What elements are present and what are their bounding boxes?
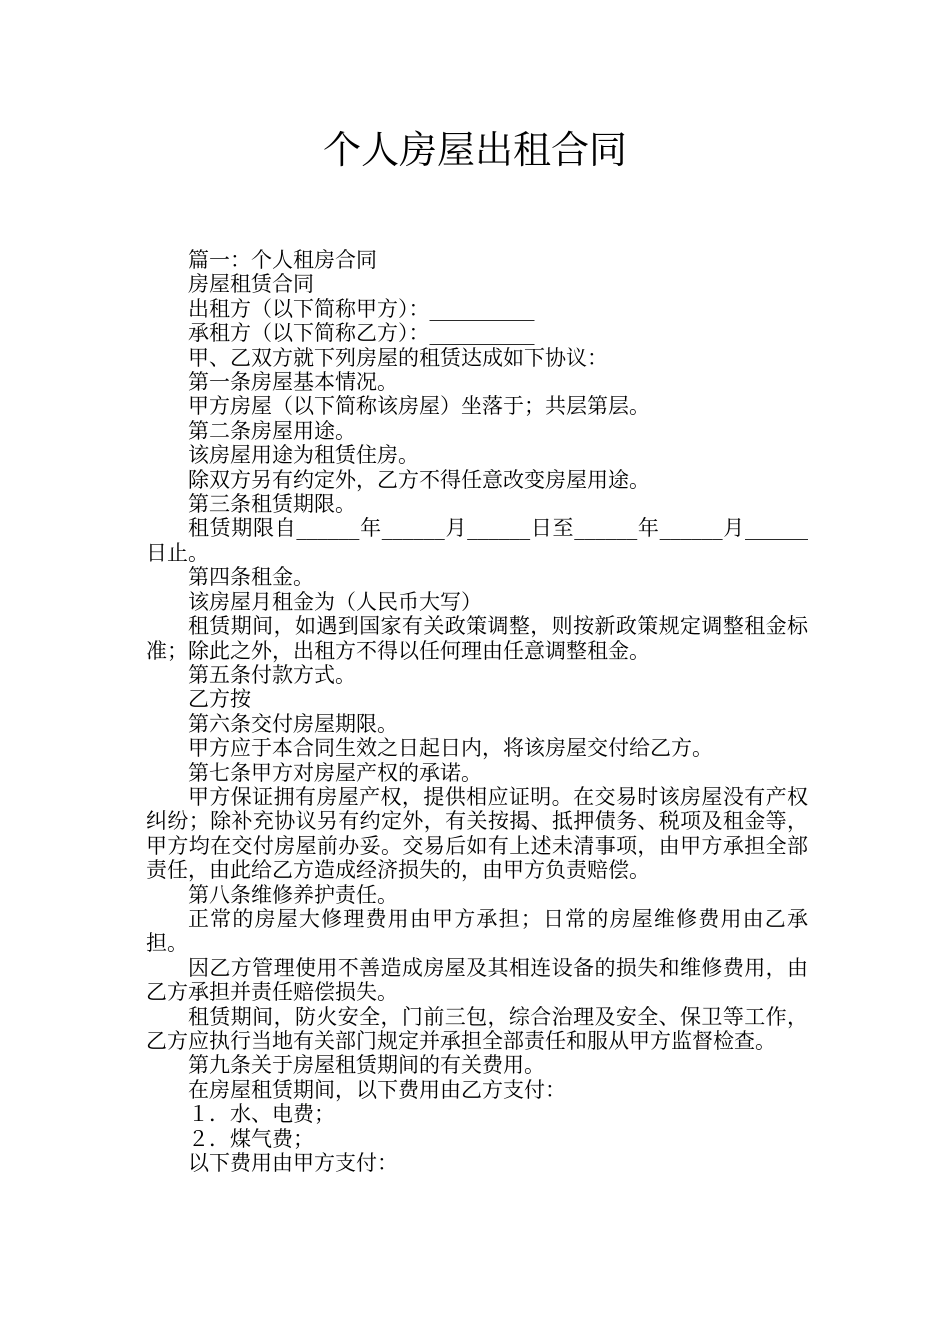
article-7-heading: 第七条甲方对房屋产权的承诺。	[188, 760, 482, 785]
article-6-text: 甲方应于本合同生效之日起日内，将该房屋交付给乙方。	[188, 736, 713, 761]
article-7-text: 甲方保证拥有房屋产权，提供相应证明。在交易时该房屋没有产权纠纷；除补充协议另有约定外，有关按揭、抵押债务、税项及租金等，甲方均在交付房屋前办妥。交易后如有上述未清事项，由甲方承担全部责任，由此给乙方造成经济损失的，由甲方负责赔偿。	[146, 784, 808, 883]
article-2-heading: 第二条房屋用途。	[188, 418, 356, 443]
article-8-text-1: 正常的房屋大修理费用由甲方承担；日常的房屋维修费用由乙承担。	[146, 906, 808, 956]
article-4-text-2: 租赁期间，如遇到国家有关政策调整，则按新政策规定调整租金标准；除此之外，出租方不得以任何理由任意调整租金。	[146, 614, 808, 663]
article-1-heading: 第一条房屋基本情况。	[188, 370, 398, 395]
article-5-text: 乙方按	[188, 687, 251, 712]
section-heading: 篇一：个人租房合同	[188, 248, 377, 272]
article-9-item-2: ２．煤气费；	[188, 1126, 314, 1151]
article-2-text-1: 该房屋用途为租赁住房。	[188, 443, 419, 468]
article-1-text: 甲方房屋（以下简称该房屋）坐落于；共层第层。	[188, 394, 650, 419]
contract-heading: 房屋租赁合同	[188, 272, 314, 297]
article-9-item-1: １．水、电费；	[188, 1102, 335, 1127]
article-2-text-2: 除双方另有约定外，乙方不得任意改变房屋用途。	[188, 467, 650, 492]
article-6-heading: 第六条交付房屋期限。	[188, 711, 398, 736]
article-8-heading: 第八条维修养护责任。	[188, 882, 398, 907]
agreement-intro: 甲、乙双方就下列房屋的租赁达成如下协议：	[188, 345, 608, 370]
article-8-text-3: 租赁期间，防火安全，门前三包，综合治理及安全、保卫等工作，乙方应执行当地有关部门规定并承担全部责任和服从甲方监督检查。	[146, 1004, 808, 1053]
article-9-text-1: 在房屋租赁期间，以下费用由乙方支付：	[188, 1077, 566, 1102]
lessor-line: 出租方（以下简称甲方）：__________	[188, 296, 535, 321]
article-5-heading: 第五条付款方式。	[188, 662, 356, 687]
document-title: 个人房屋出租合同	[322, 128, 627, 172]
article-3-heading: 第三条租赁期限。	[188, 492, 356, 517]
article-9-heading: 第九条关于房屋租赁期间的有关费用。	[188, 1053, 545, 1078]
article-8-text-2: 因乙方管理使用不善造成房屋及其相连设备的损失和维修费用，由乙方承担并责任赔偿损失。	[146, 955, 808, 1005]
article-4-text-1: 该房屋月租金为（人民币大写）	[188, 589, 482, 614]
article-4-heading: 第四条租金。	[188, 565, 314, 590]
article-3-text: 租赁期限自______年______月______日至______年______月______日止。	[146, 516, 808, 565]
lessee-line: 承租方（以下简称乙方）：__________	[188, 321, 535, 346]
document-body	[146, 248, 808, 1175]
article-9-text-2: 以下费用由甲方支付：	[188, 1151, 398, 1176]
